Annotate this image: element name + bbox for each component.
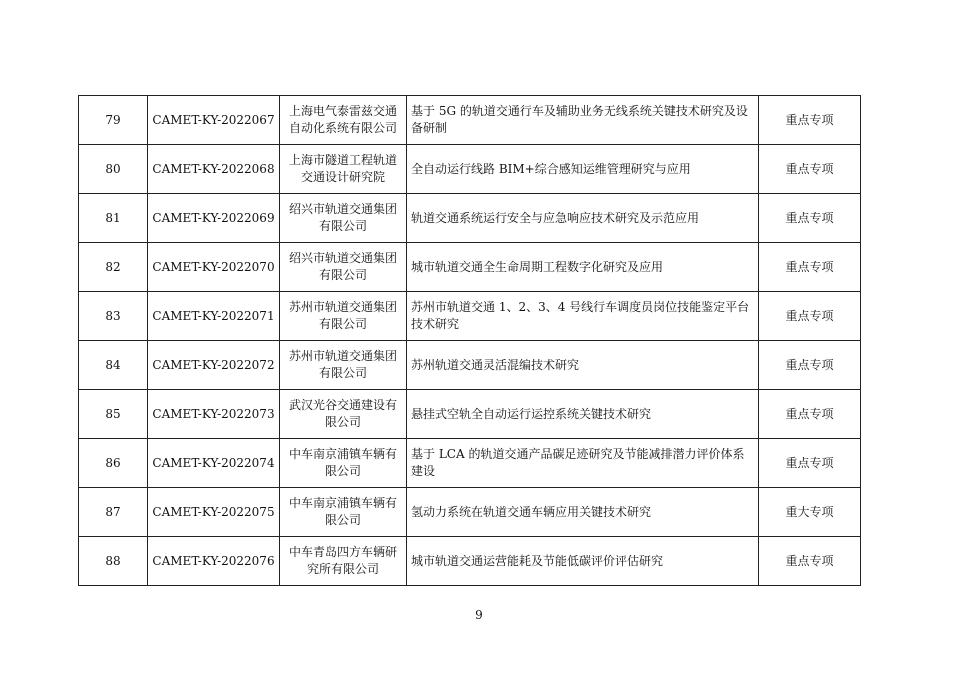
- row-number: 85: [79, 390, 148, 439]
- table-row: [79, 439, 861, 488]
- project-title: 全自动运行线路 BIM+综合感知运维管理研究与应用: [407, 145, 759, 194]
- project-title: 城市轨道交通全生命周期工程数字化研究及应用: [407, 243, 759, 292]
- table-row: [79, 390, 861, 439]
- organization: 苏州市轨道交通集团有限公司: [280, 292, 407, 341]
- project-title: 悬挂式空轨全自动运行运控系统关键技术研究: [407, 390, 759, 439]
- row-number: 81: [79, 194, 148, 243]
- project-code: CAMET-KY-2022068: [148, 145, 280, 194]
- organization: 中车青岛四方车辆研究所有限公司: [280, 537, 407, 586]
- project-type: 重点专项: [759, 292, 861, 341]
- table-row: [79, 194, 861, 243]
- table-row: [79, 243, 861, 292]
- row-number: 87: [79, 488, 148, 537]
- project-title: 苏州市轨道交通 1、2、3、4 号线行车调度员岗位技能鉴定平台技术研究: [407, 292, 759, 341]
- row-number: 79: [79, 96, 148, 145]
- project-type: 重点专项: [759, 194, 861, 243]
- table-row: [79, 145, 861, 194]
- table-body: [79, 96, 861, 586]
- project-title: 基于 5G 的轨道交通行车及辅助业务无线系统关键技术研究及设备研制: [407, 96, 759, 145]
- organization: 中车南京浦镇车辆有限公司: [280, 439, 407, 488]
- table-row: [79, 537, 861, 586]
- project-code: CAMET-KY-2022074: [148, 439, 280, 488]
- organization: 绍兴市轨道交通集团有限公司: [280, 194, 407, 243]
- organization: 上海电气泰雷兹交通自动化系统有限公司: [280, 96, 407, 145]
- organization: 上海市隧道工程轨道交通设计研究院: [280, 145, 407, 194]
- row-number: 84: [79, 341, 148, 390]
- project-title: 氢动力系统在轨道交通车辆应用关键技术研究: [407, 488, 759, 537]
- organization: 武汉光谷交通建设有限公司: [280, 390, 407, 439]
- row-number: 88: [79, 537, 148, 586]
- project-code: CAMET-KY-2022073: [148, 390, 280, 439]
- project-code: CAMET-KY-2022070: [148, 243, 280, 292]
- row-number: 83: [79, 292, 148, 341]
- table-row: [79, 341, 861, 390]
- row-number: 82: [79, 243, 148, 292]
- project-type: 重点专项: [759, 439, 861, 488]
- project-code: CAMET-KY-2022071: [148, 292, 280, 341]
- organization: 绍兴市轨道交通集团有限公司: [280, 243, 407, 292]
- project-type: 重点专项: [759, 390, 861, 439]
- table-row: [79, 488, 861, 537]
- row-number: 80: [79, 145, 148, 194]
- row-number: 86: [79, 439, 148, 488]
- project-code: CAMET-KY-2022075: [148, 488, 280, 537]
- project-code: CAMET-KY-2022069: [148, 194, 280, 243]
- project-title: 轨道交通系统运行安全与应急响应技术研究及示范应用: [407, 194, 759, 243]
- project-title: 城市轨道交通运营能耗及节能低碳评价评估研究: [407, 537, 759, 586]
- project-code: CAMET-KY-2022072: [148, 341, 280, 390]
- page-number: 9: [475, 608, 483, 622]
- project-title: 基于 LCA 的轨道交通产品碳足迹研究及节能减排潜力评价体系建设: [407, 439, 759, 488]
- project-type: 重点专项: [759, 537, 861, 586]
- organization: 苏州市轨道交通集团有限公司: [280, 341, 407, 390]
- project-type: 重点专项: [759, 145, 861, 194]
- project-type: 重点专项: [759, 243, 861, 292]
- project-title: 苏州轨道交通灵活混编技术研究: [407, 341, 759, 390]
- project-type: 重大专项: [759, 488, 861, 537]
- table-row: [79, 96, 861, 145]
- organization: 中车南京浦镇车辆有限公司: [280, 488, 407, 537]
- table-row: [79, 292, 861, 341]
- project-type: 重点专项: [759, 341, 861, 390]
- project-type: 重点专项: [759, 96, 861, 145]
- project-code: CAMET-KY-2022076: [148, 537, 280, 586]
- project-code: CAMET-KY-2022067: [148, 96, 280, 145]
- projects-table: [78, 95, 861, 586]
